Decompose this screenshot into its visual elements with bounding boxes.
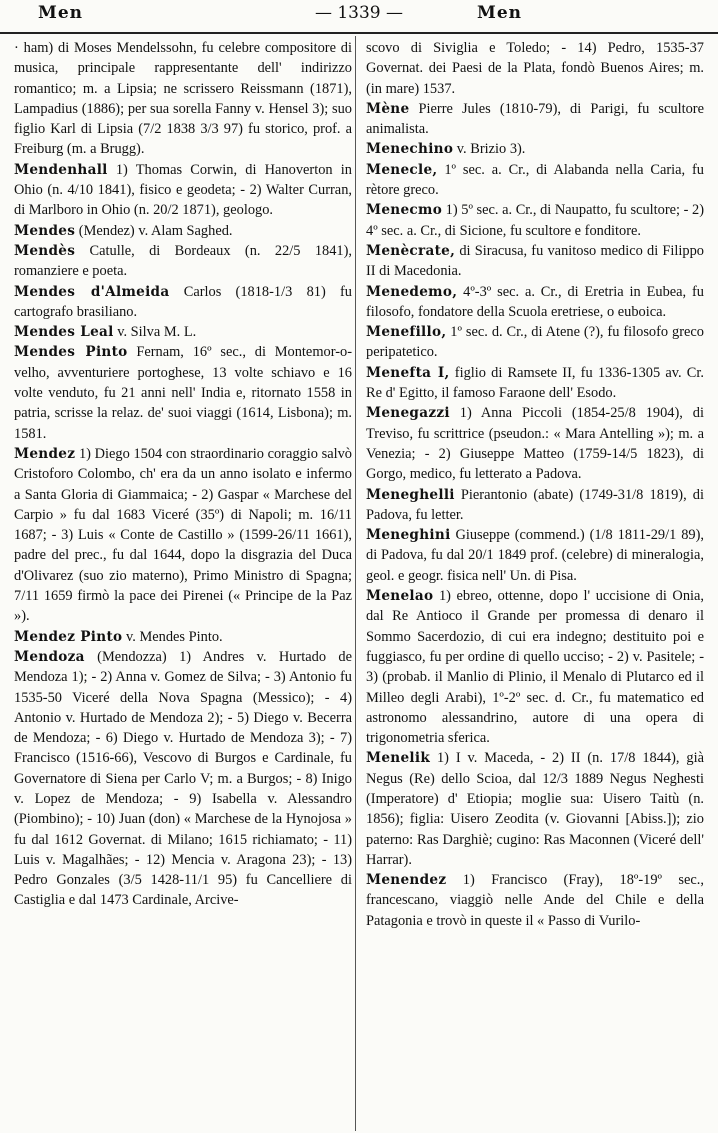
entry-continuation — [14, 38, 352, 160]
header-left-keyword: Men — [38, 3, 83, 23]
entry-headword: Mendes Leal — [14, 324, 114, 341]
entry-text: figlio di Ramsete II, fu 1336-1305 av. Cr. Re d' Egitto, il famoso Faraone dell' Esodo. — [366, 364, 704, 402]
entry-headword: Menelao — [366, 588, 434, 605]
entry-headword: Mendez — [14, 445, 76, 462]
entry-headword: Menelik — [366, 750, 431, 767]
dictionary-entry — [366, 160, 704, 201]
entry-text: 4º-3º sec. a. Cr., di Eretria in Eubea, fu filosofo, fondatore della Scuola eretriese, o euboica. — [366, 283, 704, 320]
entry-text: 1) Thomas Corwin, di Hanoverton in Ohio (n. 4/10 1841), fisico e geodeta; - 2) Walter Curran, di Marlboro in Ohio (n. 20/2 1871), geologo. — [14, 161, 352, 219]
entry-headword: Menecle, — [366, 161, 438, 178]
entry-text: scovo di Siviglia e Toledo; - 14) Pedro, 1535-37 Governat. dei Paesi de la Plata, fondò Buenos Aires; m. (in mare) 1537. — [366, 40, 704, 97]
entry-headword: Mendenhall — [14, 161, 108, 178]
entry-headword: Menechino — [366, 141, 454, 158]
dictionary-entry — [366, 586, 704, 748]
dictionary-entry — [366, 870, 704, 931]
entry-headword: Menegazzi — [366, 405, 450, 422]
dictionary-entry — [14, 282, 352, 323]
entry-headword: Mendes Pinto — [14, 344, 128, 361]
dictionary-entry — [366, 139, 704, 159]
entry-text: di Siracusa, fu vanitoso medico di Filippo II di Macedonia. — [366, 242, 704, 280]
entry-text: 1) I v. Maceda, - 2) II (n. 17/8 1844), già Negus (Re) dello Scioa, dal 12/3 1889 Negus Neghesti (Imperatore) d' Etiopia; moglie sua: Uisero Taitù (n. 1856); figlia: Uisero Zeodita (v. Giovanni [Abiss.]); zio paterno: Ras Darghiè; cugino: Ras Maconnen (Viceré dell' Harrar). — [366, 750, 704, 868]
dictionary-entry — [366, 282, 704, 323]
entry-headword: Mène — [366, 100, 410, 117]
entry-headword: Mendès — [14, 242, 76, 259]
entry-headword: Menefta I, — [366, 364, 450, 381]
dictionary-entry — [366, 322, 704, 363]
entry-headword: Menendez — [366, 872, 447, 889]
entry-text: v. Silva M. L. — [113, 324, 197, 341]
left-column — [14, 38, 352, 1128]
entry-headword: Menedemo, — [366, 283, 458, 300]
entry-text: 1) Anna Piccoli (1854-25/8 1904), di Treviso, fu scrittrice (pseudon.: « Mara Antelling »); m. a Venezia; - 2) Giuseppe Matteo (1759-14/5 1823), di Gorgo, medico, fu letterato a Padova. — [366, 405, 704, 483]
entry-headword: Meneghini — [366, 527, 451, 544]
dictionary-entry — [14, 627, 352, 647]
dictionary-entry — [366, 525, 704, 586]
dictionary-entry — [14, 322, 352, 342]
dictionary-entry — [14, 647, 352, 911]
entry-headword: Mendoza — [14, 648, 85, 665]
entry-text: Carlos (1818-1/3 81) fu cartografo brasiliano. — [14, 283, 352, 320]
entry-text: 1) Diego 1504 con straordinario coraggio salvò Cristoforo Colombo, ch' era da un anno isolato e infermo a Santa Gloria di Giammaica; - 2) Gaspar « Marchese del Carpio » fu dal 1683 Viceré (35º) di Napoli; m. 16/11 1687; - 3) Luis « Conte de Castillo » (1599-26/11 1661), padre del prec., fu dal 1644, dopo la disgrazia del Duca d'Olivarez (suo zio materno), Primo Ministro di Spagna; 7/11 1659 firmò la pace dei Pirenei (« Principe de la Paz »). — [14, 445, 352, 625]
entry-headword: Menecmo — [366, 202, 443, 219]
dictionary-entry — [14, 444, 352, 627]
entry-text: · ham) di Moses Mendelssohn, fu celebre compositore di musica, principale rappresentante dell' indirizzo romantico; m. a Lipsia; ne scrissero Reissmann (1871), Lampadius (1886); per sua sorella Fanny v. Hensel 3); suo figlio Karl di Lipsia (7/2 1838 3/3 97) fu storico, prof. a Freiburg (m. a Brugg). — [14, 40, 352, 158]
entry-text: (Mendez) v. Alam Saghed. — [75, 222, 233, 239]
entry-headword: Menefillo, — [366, 324, 447, 341]
dictionary-entry — [366, 200, 704, 241]
dictionary-entry — [366, 403, 704, 484]
entry-headword: Mendez Pinto — [14, 628, 123, 645]
page-header — [0, 0, 718, 34]
column-divider — [355, 36, 356, 1131]
dictionary-entry — [14, 241, 352, 282]
right-column — [366, 38, 704, 1128]
entry-text: 1º sec. d. Cr., di Atene (?), fu filosofo greco peripatetico. — [366, 324, 704, 361]
dictionary-entry — [14, 342, 352, 443]
dictionary-entry — [366, 241, 704, 282]
entry-text: 1) 5º sec. a. Cr., di Naupatto, fu scultore; - 2) 4º sec. a. Cr., di Sicione, fu scultore e fonditore. — [366, 202, 704, 239]
dictionary-entry — [366, 99, 704, 140]
entry-text: Fernam, 16º sec., di Montemor-o-velho, avventuriere portoghese, 13 volte schiavo e 16 volte venduto, fu 21 anni nell' India e, ritornato 1558 in patria, scrisse la relaz. de' suoi viaggi (1614, Lisbona); m. 1581. — [14, 344, 352, 442]
entry-headword: Mendes d'Almeida — [14, 283, 170, 300]
dictionary-entry — [366, 363, 704, 404]
entry-text: 1) ebreo, ottenne, dopo l' uccisione di Onia, dal Re Antioco il Grande per promessa di denaro il Sommo Sacerdozio, di cui era indegno; destituito poi e fuggiasco, fu per ordine di quello ucciso; - 2) v. Pasitele; - 3) (probab. il Manlio di Plinio, il Menalo di Plutarco ed il Milleo degli Arabi), 1º-2º sec. d. Cr., fu matematico ed astronomo alessandrino, autore di una opera di trigonometria sferica. — [366, 588, 704, 747]
dictionary-entry — [366, 485, 704, 526]
dictionary-entry — [14, 221, 352, 241]
entry-text: Catulle, di Bordeaux (n. 22/5 1841), romanziere e poeta. — [14, 242, 352, 280]
header-right-keyword: Men — [477, 3, 522, 23]
entry-headword: Meneghelli — [366, 486, 455, 503]
page-number: — 1339 — — [314, 3, 404, 23]
entry-text: Pierantonio (abate) (1749-31/8 1819), di Padova, fu letter. — [366, 486, 704, 523]
entry-text: v. Mendes Pinto. — [122, 628, 223, 645]
entry-text: v. Brizio 3). — [453, 141, 526, 158]
entry-headword: Mendes — [14, 222, 76, 239]
entry-text: Giuseppe (commend.) (1/8 1811-29/1 89), di Padova, fu dal 20/1 1849 prof. (celebre) di mineralogia, geol. e geogr. fisica nell' Un. di Pisa. — [366, 527, 704, 584]
dictionary-entry — [14, 160, 352, 221]
entry-headword: Menècrate, — [366, 242, 456, 259]
entry-text: 1º sec. a. Cr., di Alabanda nella Caria, fu rètore greco. — [366, 161, 704, 199]
entry-text: (Mendozza) 1) Andres v. Hurtado de Mendoza 1); - 2) Anna v. Gomez de Silva; - 3) Antonio fu 1535-50 Viceré della Nova Spagna (Messico); - 4) Antonio v. Hurtado de Mendoza 2); - 5) Diego v. Becerra de Mendoza; - 6) Diego v. Hurtado de Mendoza 3); - 7) Francisco (1516-66), Vescovo di Burgos e Cardinale, fu Governatore di Siena per Carlo V; m. a Burgos; - 8) Inigo v. Lopez de Mendoza; - 9) Isabella v. Alessandro (Piombino); - 10) Juan (don) « Marchese de la Hynojosa » fu dal 1612 Governat. di Milano; 1615 richiamato; - 11) Luis v. Magalhães; - 12) Mencia v. Aragona 23); - 13) Pedro Gonzales (3/5 1428-11/1 95) fu Cancelliere di Castiglia e dal 1473 Cardinale, Arcive- — [14, 648, 352, 909]
dictionary-entry — [366, 748, 704, 870]
entry-continuation — [366, 38, 704, 99]
entry-text: 1) Francisco (Fray), 18º-19º sec., francescano, viaggiò nelle Ande del Chile e della Patagonia e trovò in queste il « Passo di Vurilo- — [366, 872, 704, 929]
entry-text: Pierre Jules (1810-79), di Parigi, fu scultore animalista. — [366, 100, 704, 138]
